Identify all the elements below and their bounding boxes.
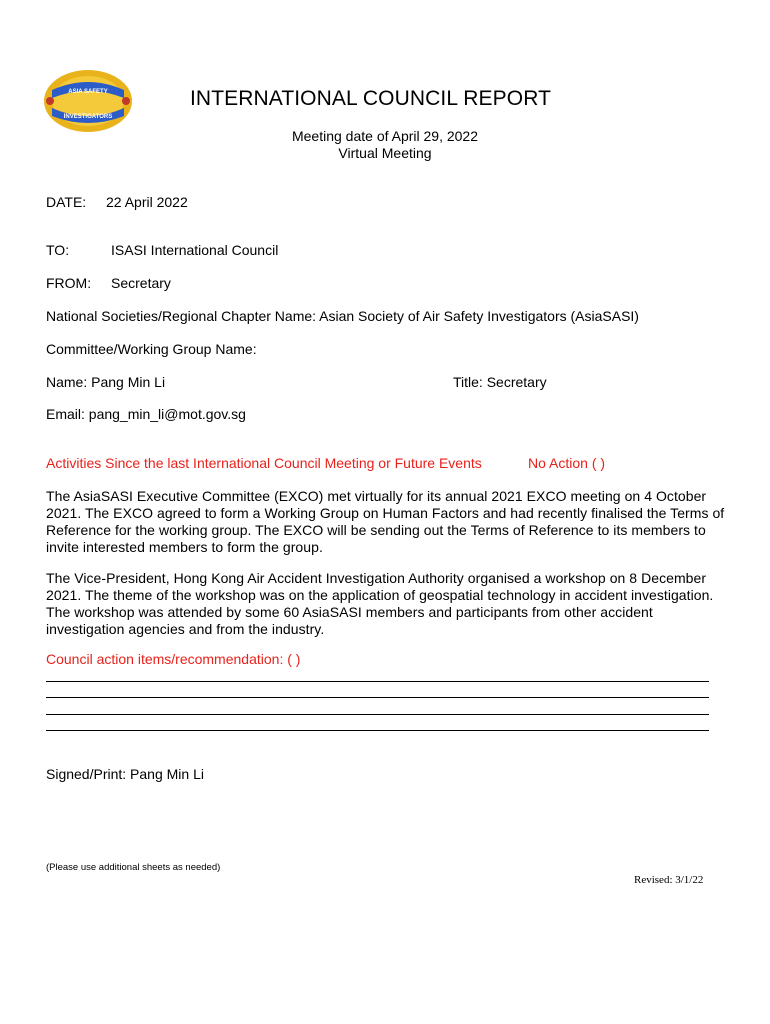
meeting-date: Meeting date of April 29, 2022 xyxy=(291,128,479,144)
action-line-1[interactable] xyxy=(46,681,709,682)
activities-heading: Activities Since the last International Council Meeting or Future Events xyxy=(46,455,482,471)
no-action-checkbox[interactable]: No Action ( ) xyxy=(528,455,606,471)
signature: Signed/Print: Pang Min Li xyxy=(46,766,204,782)
contact-title: Title: Secretary xyxy=(453,374,547,390)
from-value: Secretary xyxy=(111,275,171,291)
committee-name: Committee/Working Group Name: xyxy=(46,341,257,357)
logo-top-text: ASIA SAFETY xyxy=(68,89,108,95)
meeting-type: Virtual Meeting xyxy=(338,145,432,161)
asiasasi-logo xyxy=(42,68,134,134)
additional-sheets-note: (Please use additional sheets as needed) xyxy=(46,862,221,873)
chapter-name: National Societies/Regional Chapter Name: Asian Society of Air Safety Investigators (AsiaSASI) xyxy=(46,308,639,324)
report-title: INTERNATIONAL COUNCIL REPORT xyxy=(190,87,552,110)
date-value: 22 April 2022 xyxy=(106,194,188,210)
contact-email: Email: pang_min_li@mot.gov.sg xyxy=(46,406,246,422)
council-action-heading: Council action items/recommendation: ( ) xyxy=(46,651,301,667)
date-label: DATE: xyxy=(46,194,87,210)
action-line-4[interactable] xyxy=(46,730,709,731)
revised-date: Revised: 3/1/22 xyxy=(634,874,704,886)
action-line-2[interactable] xyxy=(46,697,709,698)
from-label: FROM: xyxy=(46,275,92,291)
to-value: ISASI International Council xyxy=(111,242,279,258)
activities-paragraph-2: The Vice-President, Hong Kong Air Accident Investigation Authority organised a workshop on 8 December 2021. The theme of the workshop was on the application of geospatial technology in accident investigation. The workshop was attended by some 60 AsiaSASI members and participants from other accident investigation agencies and from the industry. xyxy=(46,570,714,637)
logo-bottom-text: INVESTIGATORS xyxy=(63,114,113,120)
action-line-3[interactable] xyxy=(46,714,709,715)
contact-name: Name: Pang Min Li xyxy=(46,374,166,390)
to-label: TO: xyxy=(46,242,70,258)
activities-paragraph-1: The AsiaSASI Executive Committee (EXCO) met virtually for its annual 2021 EXCO meeting on 4 October 2021. The EXCO agreed to form a Working Group on Human Factors and had recently finalised the Terms of Reference for the working group. The EXCO will be sending out the Terms of Reference to its members to invite interested members to form the group. xyxy=(46,488,725,555)
